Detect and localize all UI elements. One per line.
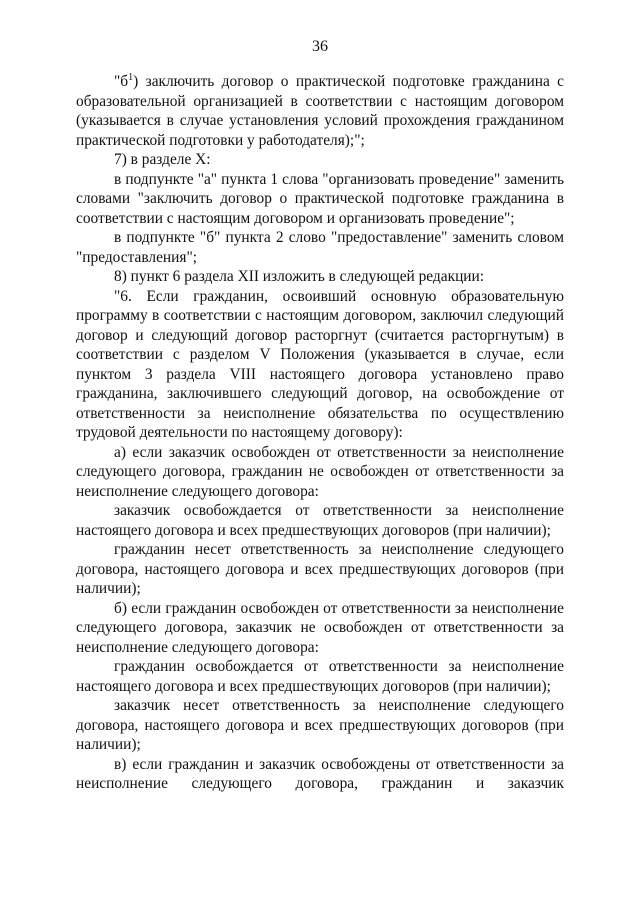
paragraph: гражданин несет ответственность за неисполнение следующего договора, настоящего договора и всех предшествующих договоров (при наличии);	[76, 541, 564, 597]
paragraph-subclause-v: в) если гражданин и заказчик освобождены от ответственности за неисполнение следующего договора, гражданин и заказчик	[76, 755, 564, 792]
paragraph: в подпункте "а" пункта 1 слова "организовать проведение" заменить словами "заключить договор о практической подготовке гражданина в соответствии с настоящим договором и организовать проведение";	[76, 170, 564, 227]
paragraph-item-8: 8) пункт 6 раздела XII изложить в следующей редакции:	[114, 268, 485, 285]
paragraph-item-7: 7) в разделе X:	[114, 151, 211, 168]
paragraph-subclause-b1	[76, 72, 564, 150]
paragraph-text-prefix: "б	[114, 73, 129, 90]
paragraph-text: ) заключить договор о практической подготовке гражданина с образовательной организацией в соответствии с настоящим договором (указывается в случае установления условий прохождения гражданином практической подготовки у работодателя);";	[76, 73, 564, 149]
page-number: 36	[312, 38, 328, 55]
paragraph: заказчик освобождается от ответственности за неисполнение настоящего договора и всех предшествующих договоров (при наличии);	[76, 502, 564, 539]
paragraph-subclause-b: б) если гражданин освобожден от ответственности за неисполнение следующего договора, заказчик не освобожден от ответственности за неисполнение следующего договора:	[76, 599, 564, 656]
document-body	[76, 72, 564, 794]
superscript: 1	[128, 71, 134, 83]
paragraph: в подпункте "б" пункта 2 слово "предоставление" заменить словом "предоставления";	[76, 229, 564, 266]
paragraph: гражданин освобождается от ответственности за неисполнение настоящего договора и всех предшествующих договоров (при наличии);	[76, 658, 564, 695]
paragraph-clause-6: "6. Если гражданин, освоивший основную образовательную программу в соответствии с настоящим договором, заключил следующий договор и следующий договор расторгнут (считается расторгнутым) в соответствии с разделом V Положения (указывается в случае, если пунктом 3 раздела VIII настоящего договора установлено право гражданина, заключившего следующий договор, на освобождение от ответственности за неисполнение обязательства по осуществлению трудовой деятельности по настоящему договору):	[76, 287, 564, 441]
paragraph-subclause-a: а) если заказчик освобожден от ответственности за неисполнение следующего договора, гражданин не освобожден от ответственности за неисполнение следующего договора:	[76, 443, 564, 500]
paragraph: заказчик несет ответственность за неисполнение следующего договора, настоящего договора и всех предшествующих договоров (при наличии);	[76, 697, 564, 753]
